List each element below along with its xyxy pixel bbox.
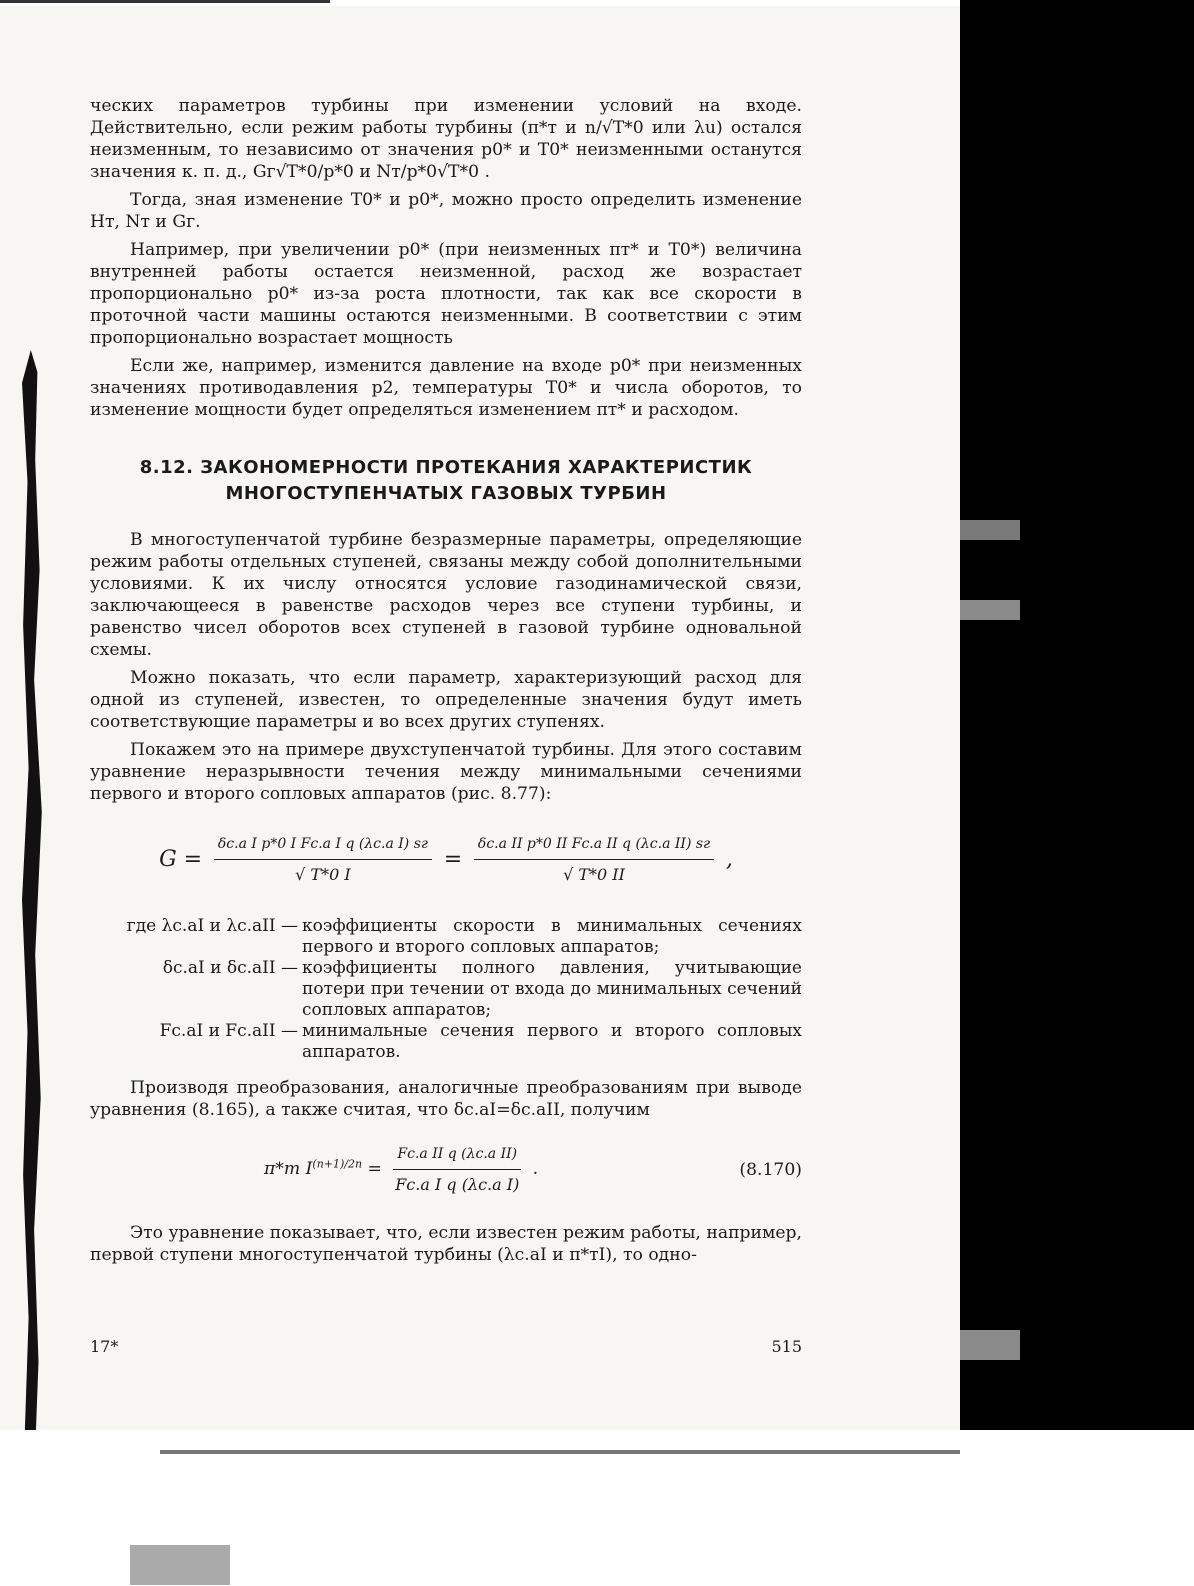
page-body [90,95,802,1266]
equation-lhs: π*т I [263,1159,313,1179]
scan-artifact [960,600,1020,620]
scan-right-dark-margin [960,0,1194,1586]
section-heading-line: 8.12. ЗАКОНОМЕРНОСТИ ПРОТЕКАНИЯ ХАРАКТЕРИСТИК [139,457,753,478]
section-heading-line: МНОГОСТУПЕНЧАТЫХ ГАЗОВЫХ ТУРБИН [225,483,667,504]
fraction-denominator: Fc.a I q (λc.a I) [395,1175,520,1194]
definition-row [90,958,802,1021]
equation-number: (8.170) [739,1159,802,1180]
equals-sign: = [443,846,463,872]
paragraph: Тогда, зная изменение T0* и p0*, можно просто определить изменение Hт, Nт и Gг. [90,190,802,232]
fraction-numerator: Fc.a II q (λc.a II) [393,1143,521,1170]
paragraph: В многоступенчатой турбине безразмерные параметры, определяющие режим работы отдельных ступеней, связаны между собой дополнительными условиями. К их числу относятся условие газодинамической связи, заключающееся в равенстве расходов через все ступени турбины, и равенство чисел оборотов всех ступеней в газовой турбине одновальной схемы. [90,530,802,660]
section-heading [90,455,802,507]
paragraph: Если же, например, изменится давление на входе p0* при неизменных значениях противодавления p2, температуры T0* и числа оборотов, то изменение мощности будет определяться изменением πт* и расходом. [90,356,802,420]
paragraph: Например, при увеличении p0* (при неизменных πт* и T0*) величина внутренней работы остается неизменной, расход же возрастает пропорционально p0* из-за роста плотности, так как все скорости в проточной части машины остаются неизменными. В соответствии с этим пропорционально возрастает мощность [90,240,802,348]
fraction-numerator: δc.a II p*0 II Fc.a II q (λc.a II) sг [474,833,714,860]
fraction-numerator: δc.a I p*0 I Fc.a I q (λc.a I) sг [214,833,432,860]
definitions-list [90,916,802,1063]
equation-body [90,1143,712,1196]
paragraph: Производя преобразования, аналогичные преобразованиям при выводе уравнения (8.165), а также считая, что δc.aI=δc.aII, получим [90,1078,802,1120]
formula-lhs: G = [159,846,203,872]
definition-row [90,1021,802,1063]
equals-sign: = [367,1159,382,1179]
definition-term: где λc.aI и λc.aII — [126,916,298,936]
fraction [474,833,714,886]
fraction [214,833,432,886]
equation-exponent: (n+1)/2n [312,1157,363,1171]
paragraph: Можно показать, что если параметр, характеризующий расход для одной из ступеней, известен, то определенные значения будут иметь соответствующие параметры и во всех других ступенях. [90,668,802,732]
formula-tail: . [532,1159,539,1179]
paragraph: Это уравнение показывает, что, если известен режим работы, например, первой ступени многоступенчатой турбины (λc.aI и π*тI), то одно- [90,1223,802,1265]
scan-artifact [960,520,1020,540]
fraction-denominator: √ T*0 I [295,865,351,884]
fraction [393,1143,521,1196]
definition-term: Fc.aI и Fc.aII — [159,1021,298,1041]
signature-mark: 17* [90,1337,119,1356]
numbered-equation [90,1143,802,1196]
paragraph: ческих параметров турбины при изменении условий на входе. Действительно, если режим работы турбины (π*т и n/√T*0 или λu) остался неизменным, то независимо от значения p0* и T0* неизменными останутся значения к. п. д., Gг√T*0/p*0 и Nт/p*0√T*0 . [90,96,802,182]
definition-desc: коэффициенты полного давления, учитывающие потери при течении от входа до минимальных сечений сопловых аппаратов; [302,958,802,1020]
definition-term: δc.aI и δc.aII — [162,958,298,978]
definition-desc: минимальные сечения первого и второго сопловых аппаратов. [302,1021,802,1062]
page-number: 515 [771,1337,802,1356]
continuity-equation [90,833,802,886]
paragraph: Покажем это на примере двухступенчатой турбины. Для этого составим уравнение неразрывности течения между минимальными сечениями первого и второго сопловых аппаратов (рис. 8.77): [90,740,802,804]
page-footer [90,1337,802,1356]
scan-left-binding-shadow [0,350,55,1450]
fraction-denominator: √ T*0 II [563,865,625,884]
scan-bottom-edge [0,1430,1194,1586]
definition-desc: коэффициенты скорости в минимальных сечениях первого и второго сопловых аппаратов; [302,916,802,957]
formula-tail: , [725,846,733,872]
definition-row [90,916,802,958]
scan-artifact [960,1330,1020,1360]
